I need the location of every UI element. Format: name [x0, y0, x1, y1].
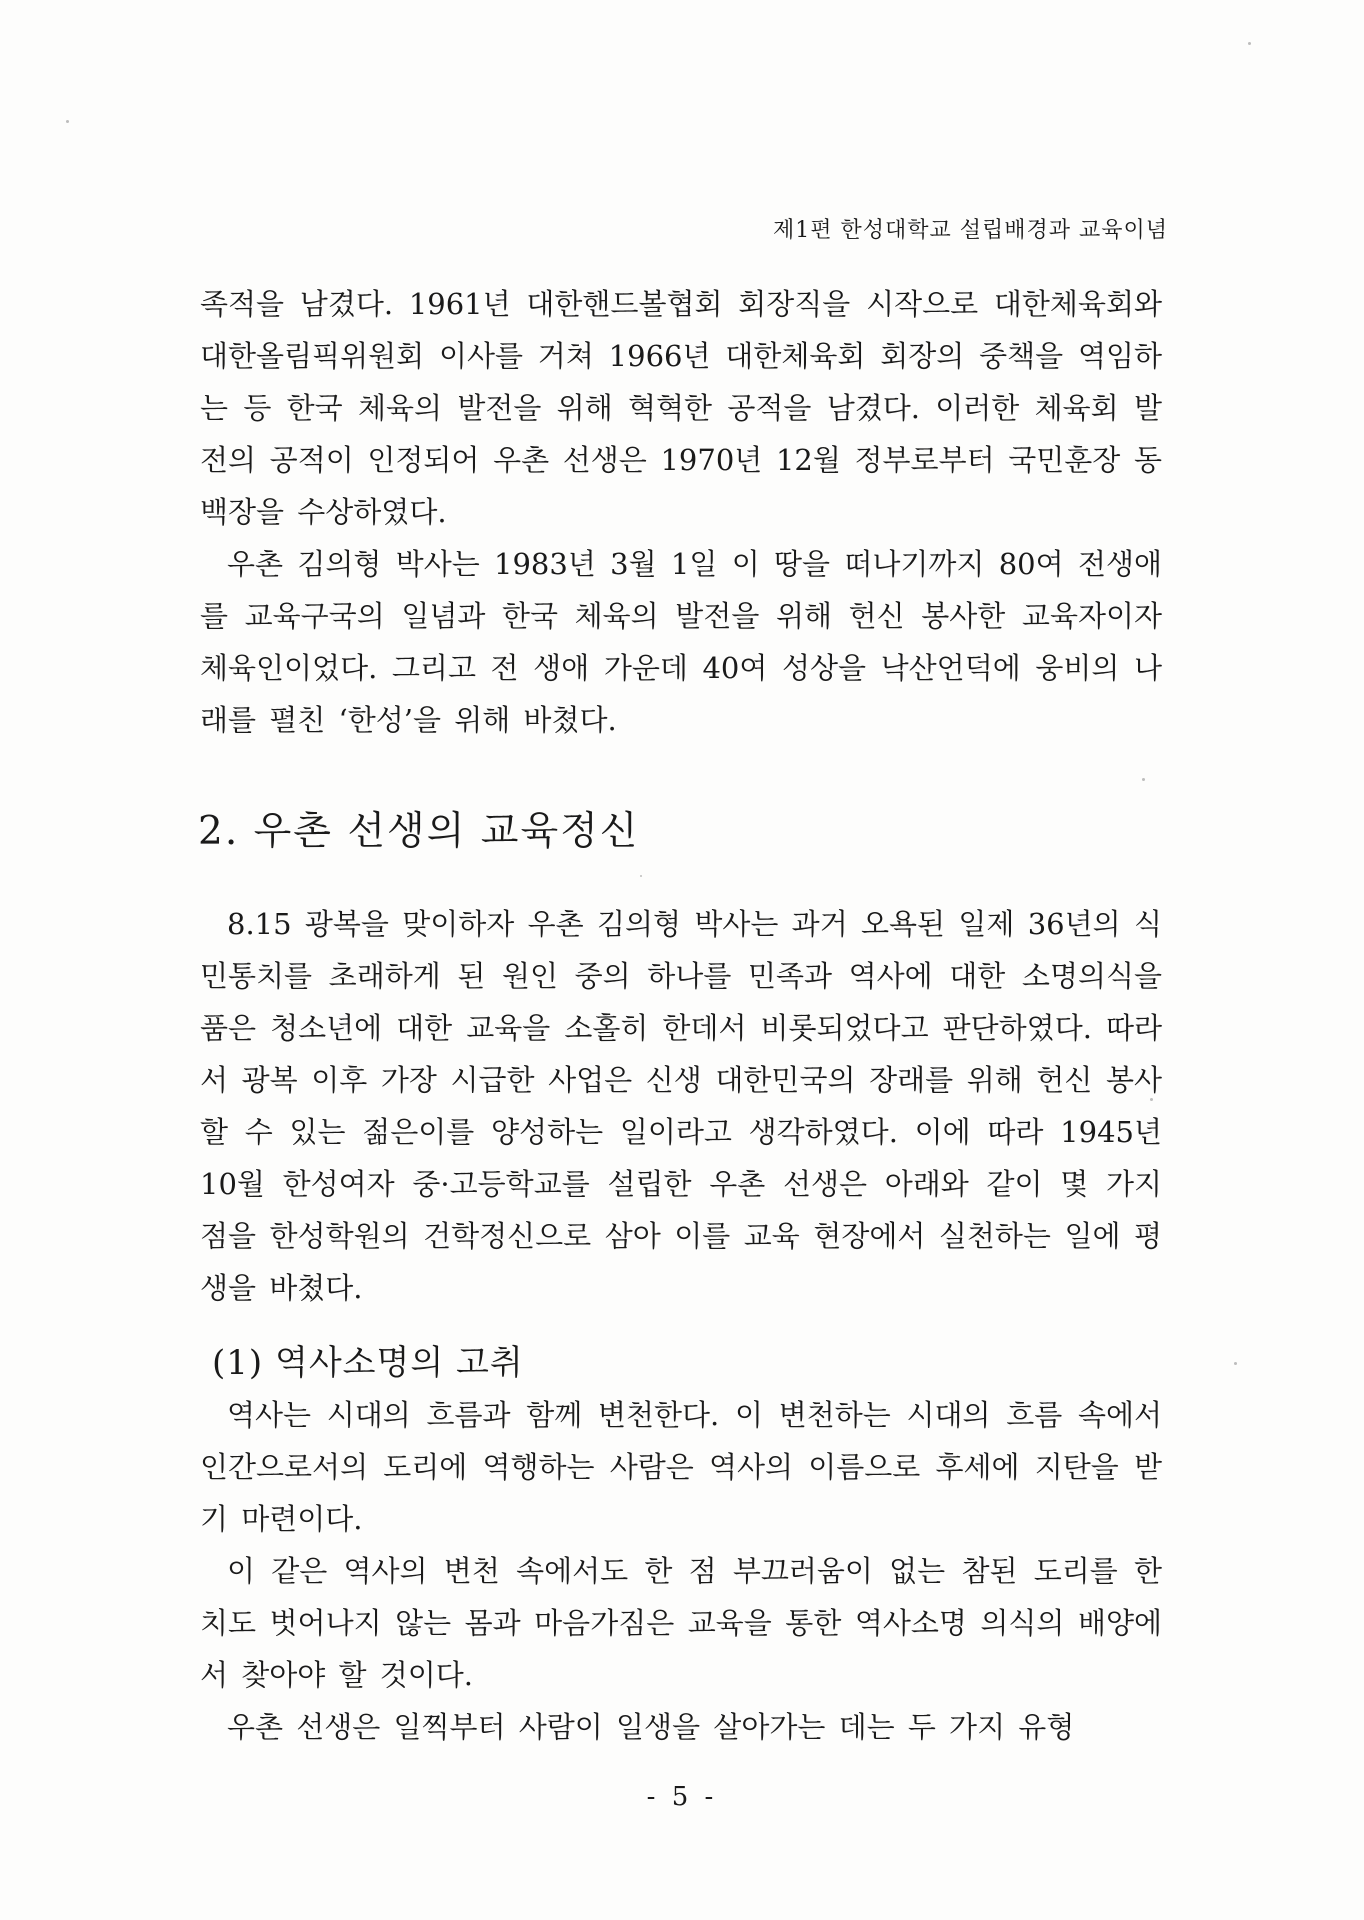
subsection-body [200, 1389, 1162, 1753]
scan-speck [1150, 1098, 1153, 1101]
section-body [200, 898, 1162, 1314]
scan-speck [1234, 1362, 1237, 1365]
scan-speck [1248, 42, 1251, 45]
paragraph: 역사는 시대의 흐름과 함께 변천한다. 이 변천하는 시대의 흐름 속에서 인간으로서의 도리에 역행하는 사람은 역사의 이름으로 후세에 지탄을 받기 마련이다. [200, 1398, 1162, 1536]
paragraph: 우촌 선생은 일찍부터 사람이 일생을 살아가는 데는 두 가지 유형 [227, 1710, 1075, 1744]
paragraph: 이 같은 역사의 변천 속에서도 한 점 부끄러움이 없는 참된 도리를 한 치도 벗어나지 않는 몸과 마음가짐은 교육을 통한 역사소명 의식의 배양에서 찾아야 할 것이다. [200, 1554, 1162, 1692]
paragraph: 족적을 남겼다. 1961년 대한핸드볼협회 회장직을 시작으로 대한체육회와 대한올림픽위원회 이사를 거쳐 1966년 대한체육회 회장의 중책을 역임하는 등 한국 체육의 발전을 위해 혁혁한 공적을 남겼다. 이러한 체육회 발전의 공적이 인정되어 우촌 선생은 1970년 12월 정부로부터 국민훈장 동백장을 수상하였다. [200, 287, 1162, 529]
subsection-heading: (1) 역사소명의 고취 [212, 1343, 524, 1383]
scan-speck [1142, 778, 1145, 781]
scan-speck [640, 875, 642, 877]
section-heading: 2. 우촌 선생의 교육정신 [198, 809, 640, 854]
paragraph: 8.15 광복을 맞이하자 우촌 김의형 박사는 과거 오욕된 일제 36년의 식민통치를 초래하게 된 원인 중의 하나를 민족과 역사에 대한 소명의식을 품은 청소년에 대한 교육을 소홀히 한데서 비롯되었다고 판단하였다. 따라서 광복 이후 가장 시급한 사업은 신생 대한민국의 장래를 위해 헌신 봉사할 수 있는 젊은이를 양성하는 일이라고 생각하였다. 이에 따라 1945년 10월 한성여자 중·고등학교를 설립한 우촌 선생은 아래와 같이 몇 가지 점을 한성학원의 건학정신으로 삼아 이를 교육 현장에서 실천하는 일에 평생을 바쳤다. [200, 907, 1162, 1305]
page-number: - 5 - [646, 1782, 718, 1812]
paragraph: 우촌 김의형 박사는 1983년 3월 1일 이 땅을 떠나기까지 80여 전생애를 교육구국의 일념과 한국 체육의 발전을 위해 헌신 봉사한 교육자이자 체육인이었다. 그리고 전 생애 가운데 40여 성상을 낙산언덕에 웅비의 나래를 펼친 ‘한성’을 위해 바쳤다. [200, 547, 1162, 737]
running-header: 제1편 한성대학교 설립배경과 교육이념 [772, 218, 1168, 243]
body-text-top [200, 278, 1162, 746]
scan-speck [66, 120, 69, 123]
